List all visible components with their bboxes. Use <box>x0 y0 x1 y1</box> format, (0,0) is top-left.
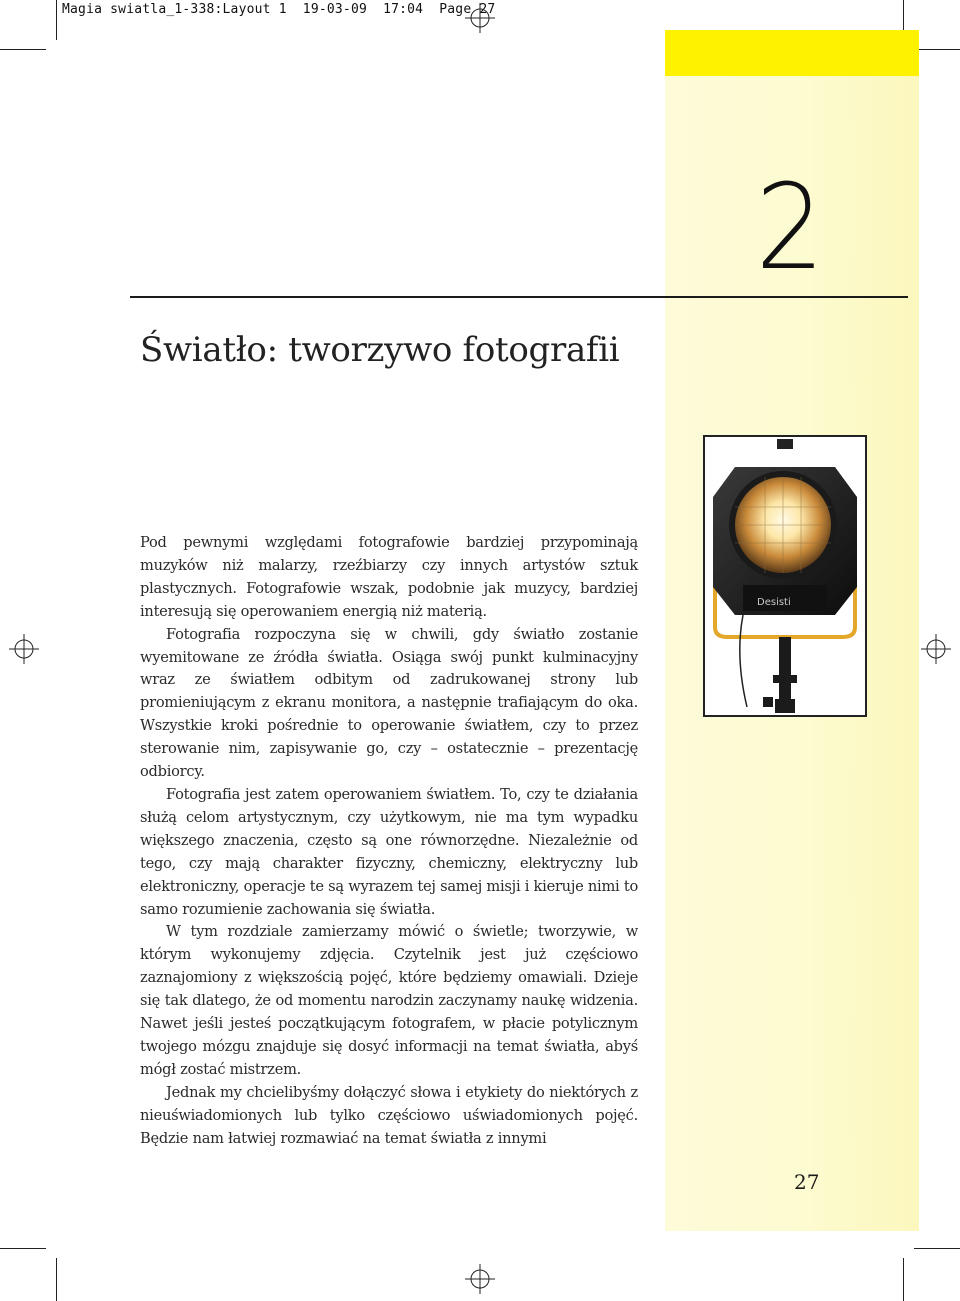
lamp-brand-label: Desisti <box>757 597 791 608</box>
print-slug-line: Magia swiatla_1-338:Layout 1 19-03-09 17:04 Page 27 <box>62 2 496 17</box>
crop-mark <box>903 1258 904 1301</box>
crop-mark <box>914 1248 960 1249</box>
studio-lamp-illustration <box>705 437 865 715</box>
crop-mark <box>0 49 46 50</box>
chapter-side-band-accent <box>665 30 919 76</box>
body-paragraph: Jednak my chcielibyśmy dołączyć słowa i etykiety do niektórych z nieuświadomionych lub tylko częściowo uświadomionych pojęć. Będzie nam łatwiej rozmawiać na temat światła z innymi <box>140 1083 638 1147</box>
chapter-number: 2 <box>755 158 825 296</box>
studio-lamp-photo <box>703 435 867 717</box>
chapter-body-text <box>140 532 638 1150</box>
registration-mark-icon <box>465 3 495 33</box>
chapter-title: Światło: tworzywo fotografii <box>140 330 620 370</box>
crop-mark <box>0 1248 46 1249</box>
crop-mark <box>56 0 57 40</box>
registration-mark-icon <box>9 634 39 664</box>
page-number: 27 <box>794 1170 820 1194</box>
body-paragraph: Fotografia jest zatem operowaniem światłem. To, czy te działania służą celom artystycznym, czy użytkowym, nie ma tym wypadku większego znaczenia, często są one równorzędne. Niezależnie od tego, czy mają charakter fizyczny, chemiczny, elektryczny lub elektroniczny, operacje te są wyrazem tej samej misji i kieruje nimi to samo rozumienie zachowania się światła. <box>140 785 638 918</box>
crop-mark <box>914 49 960 50</box>
crop-mark <box>56 1258 57 1301</box>
registration-mark-icon <box>465 1264 495 1294</box>
body-paragraph: W tym rozdziale zamierzamy mówić o świetle; tworzywie, w którym wykonujemy zdjęcia. Czytelnik jest już częściowo zaznajomiony z większością pojęć, które będziemy omawiali. Dzieje się tak dlatego, że od momentu narodzin zaczynamy naukę widzenia. Nawet jeśli jesteś początkującym fotografem, w płacie potylicznym twojego mózgu znajduje się dosyć informacji na temat światła, abyś mógł zostać mistrzem. <box>140 923 638 1078</box>
chapter-title-rule <box>130 296 908 298</box>
body-paragraph: Pod pewnymi względami fotografowie bardziej przypominają muzyków niż malarzy, rzeźbiarzy czy innych artystów sztuk plastycznych. Fotografowie wszak, podobnie jak muzycy, bardziej interesują się operowaniem energią niż materią. <box>140 534 638 620</box>
body-paragraph: Fotografia rozpoczyna się w chwili, gdy światło zostanie wyemitowane ze źródła światła. Osiąga swój punkt kulminacyjny wraz ze światłem odbitym od zadrukowanej strony lub promieniującym z ekranu monitora, a następnie trafiającym do oka. Wszystkie kroki pośrednie to operowanie światłem, czy to przez sterowanie nim, zapisywanie go, czy – ostatecznie – prezentację odbiorcy. <box>140 625 638 781</box>
registration-mark-icon <box>921 634 951 664</box>
